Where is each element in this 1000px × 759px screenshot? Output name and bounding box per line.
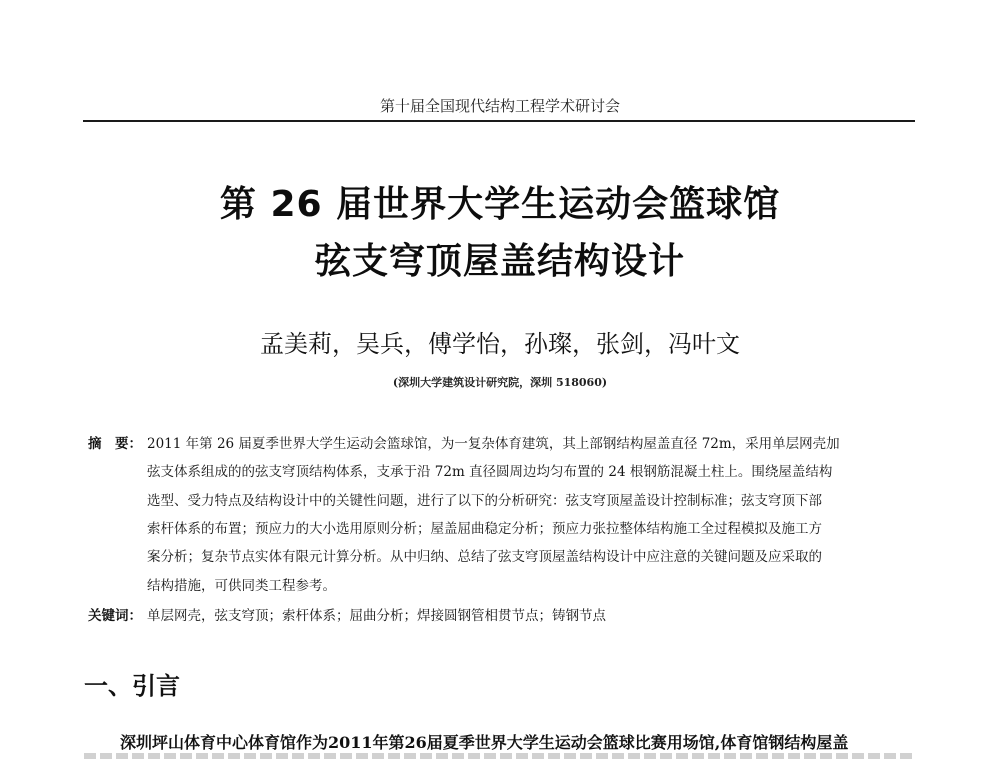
abstract-line: 弦支体系组成的的弦支穹顶结构体系，支承于沿 72m 直径圆周边均匀布置的 24 根钢筋混凝土柱上。围绕屋盖结构 (147, 464, 833, 480)
abstract-label: 摘 要： (88, 436, 142, 452)
paper-title-line-1: 第 26 届世界大学生运动会篮球馆 (219, 184, 781, 225)
paper-title-line-2: 弦支穹顶屋盖结构设计 (314, 241, 685, 282)
abstract-line: 结构措施，可供同类工程参考。 (147, 578, 336, 594)
body-paragraph-line: 深圳坪山体育中心体育馆作为2011年第26届夏季世界大学生运动会篮球比赛用场馆,体育馆钢结构屋盖 (120, 733, 849, 752)
header-rule (83, 120, 915, 122)
keywords-label: 关键词： (88, 608, 142, 624)
affiliation: (深圳大学建筑设计研究院，深圳 518060) (392, 376, 608, 389)
abstract-line: 选型、受力特点及结构设计中的关键性问题，进行了以下的分析研究：弦支穹顶屋盖设计控制标准；弦支穹顶下部 (147, 493, 822, 509)
section-heading-introduction: 一、引言 (84, 672, 180, 700)
abstract-line: 2011 年第 26 届夏季世界大学生运动会篮球馆，为一复杂体育建筑，其上部钢结构屋盖直径 72m，采用单层网壳加 (147, 436, 840, 452)
cut-off-text-line (84, 753, 914, 759)
keywords-text: 单层网壳，弦支穹顶；索杆体系；屈曲分析；焊接圆钢管相贯节点；铸钢节点 (147, 608, 606, 624)
abstract-line: 索杆体系的布置；预应力的大小选用原则分析；屋盖屈曲稳定分析；预应力张拉整体结构施工全过程模拟及施工方 (147, 521, 822, 537)
author-list: 孟美莉，吴兵，傅学怡，孙璨，张剑，冯叶文 (260, 330, 740, 358)
abstract-line: 案分析；复杂节点实体有限元计算分析。从中归纳、总结了弦支穹顶屋盖结构设计中应注意的关键问题及应采取的 (147, 549, 822, 565)
running-header: 第十届全国现代结构工程学术研讨会 (379, 97, 620, 115)
